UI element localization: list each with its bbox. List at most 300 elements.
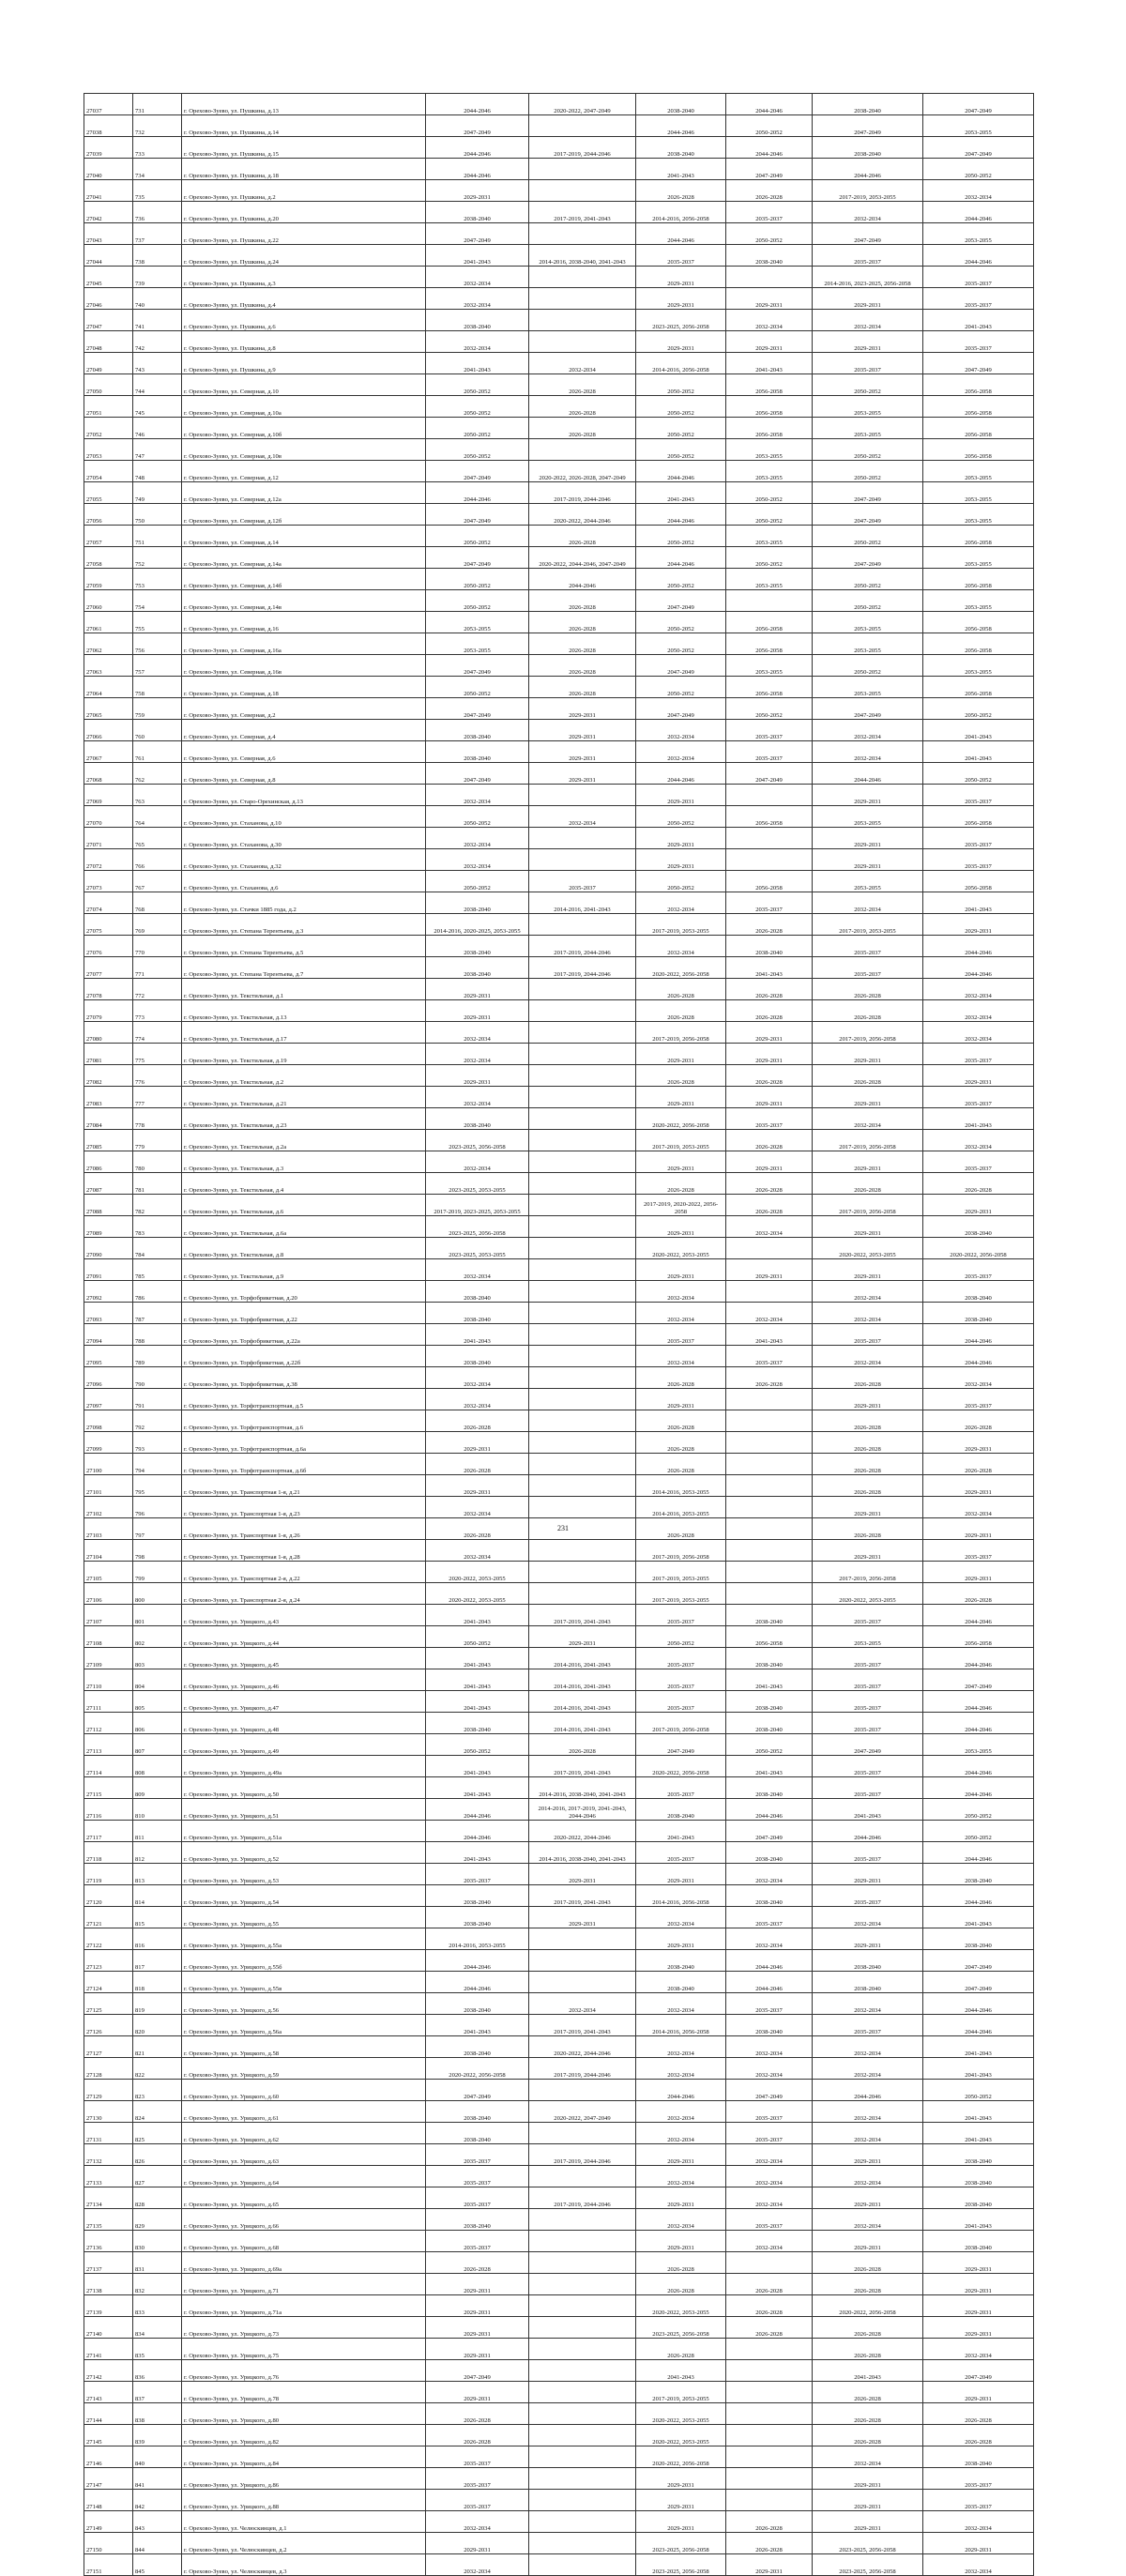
table-row (84, 1475, 1034, 1497)
year-range-cell-6: 2038-2040 (923, 2187, 1034, 2209)
year-range-cell-1: 2035-2037 (426, 2231, 529, 2252)
year-range-cell-5: 2017-2019, 2053-2055 (813, 180, 923, 202)
address-cell: г. Орехово-Зуево, ул. Текстильная, д.2 (182, 1065, 426, 1087)
row-id-cell: 27127 (84, 2036, 133, 2058)
year-range-cell-6: 2053-2055 (923, 655, 1034, 677)
year-range-cell-2: 2035-2037 (529, 871, 636, 892)
address-cell: г. Орехово-Зуево, ул. Пушкина, д.6 (182, 310, 426, 331)
year-range-cell-4: 2026-2028 (726, 2274, 813, 2295)
row-id-cell: 27082 (84, 1065, 133, 1087)
year-range-cell-2 (529, 1087, 636, 1108)
year-range-cell-1: 2050-2052 (426, 871, 529, 892)
table-row (84, 1238, 1034, 1259)
year-range-cell-2: 2026-2028 (529, 612, 636, 633)
year-range-cell-1: 2047-2049 (426, 655, 529, 677)
address-cell: г. Орехово-Зуево, ул. Урицкого, д.46 (182, 1669, 426, 1691)
year-range-cell-1: 2047-2049 (426, 547, 529, 569)
year-range-cell-2 (529, 2339, 636, 2360)
address-cell: г. Орехово-Зуево, ул. Северная, д.12б (182, 504, 426, 526)
year-range-cell-3: 2038-2040 (636, 1799, 726, 1821)
year-range-cell-2 (529, 1259, 636, 1281)
year-range-cell-1: 2020-2022, 2053-2055 (426, 1562, 529, 1583)
table-row (84, 1540, 1034, 1562)
row-id-cell: 27088 (84, 1195, 133, 1216)
year-range-cell-4 (726, 2446, 813, 2468)
year-range-cell-2 (529, 2295, 636, 2317)
row-number-cell: 823 (133, 2080, 182, 2101)
address-cell: г. Орехово-Зуево, ул. Текстильная, д.6 (182, 1195, 426, 1216)
year-range-cell-5: 2044-2046 (813, 1821, 923, 1842)
year-range-cell-3: 2032-2034 (636, 2209, 726, 2231)
table-row (84, 1303, 1034, 1324)
year-range-cell-5: 2014-2016, 2023-2025, 2056-2058 (813, 267, 923, 288)
year-range-cell-5: 2032-2034 (813, 310, 923, 331)
year-range-cell-5: 2023-2025, 2056-2058 (813, 2533, 923, 2554)
year-range-cell-5: 2032-2034 (813, 1108, 923, 1130)
table-row (84, 2533, 1034, 2554)
year-range-cell-4: 2050-2052 (726, 1734, 813, 1756)
year-range-cell-3: 2017-2019, 2053-2055 (636, 914, 726, 936)
year-range-cell-5: 2032-2034 (813, 2123, 923, 2144)
year-range-cell-4: 2035-2037 (726, 2209, 813, 2231)
table-row (84, 1605, 1034, 1626)
year-range-cell-5: 2026-2028 (813, 2317, 923, 2339)
year-range-cell-6: 2026-2028 (923, 1454, 1034, 1475)
year-range-cell-6: 2041-2043 (923, 741, 1034, 763)
year-range-cell-2: 2020-2022, 2044-2046 (529, 504, 636, 526)
year-range-cell-3: 2050-2052 (636, 374, 726, 396)
table-row (84, 698, 1034, 720)
year-range-cell-6: 2044-2046 (923, 1605, 1034, 1626)
table-row (84, 2317, 1034, 2339)
year-range-cell-6: 2038-2040 (923, 1303, 1034, 1324)
row-number-cell: 840 (133, 2446, 182, 2468)
year-range-cell-1: 2032-2034 (426, 331, 529, 353)
year-range-cell-1: 2038-2040 (426, 741, 529, 763)
row-id-cell: 27108 (84, 1626, 133, 1648)
year-range-cell-5: 2041-2043 (813, 2360, 923, 2382)
table-row (84, 914, 1034, 936)
year-range-cell-6: 2035-2037 (923, 2490, 1034, 2511)
address-cell: г. Орехово-Зуево, ул. Пушкина, д.18 (182, 159, 426, 180)
year-range-cell-4: 2041-2043 (726, 353, 813, 374)
year-range-cell-2 (529, 2533, 636, 2554)
year-range-cell-2 (529, 2252, 636, 2274)
address-cell: г. Орехово-Зуево, ул. Текстильная, д.6а (182, 1216, 426, 1238)
row-number-cell: 772 (133, 979, 182, 1000)
year-range-cell-2: 2014-2016, 2017-2019, 2041-2043, 2044-2046 (529, 1799, 636, 1821)
address-cell: г. Орехово-Зуево, ул. Челюскинцев, д.2 (182, 2533, 426, 2554)
row-number-cell: 788 (133, 1324, 182, 1346)
year-range-cell-6: 2026-2028 (923, 2403, 1034, 2425)
year-range-cell-6: 2038-2040 (923, 1928, 1034, 1950)
year-range-cell-4: 2026-2028 (726, 1173, 813, 1195)
year-range-cell-2 (529, 1346, 636, 1367)
year-range-cell-2 (529, 828, 636, 849)
year-range-cell-2: 2014-2016, 2041-2043 (529, 1669, 636, 1691)
year-range-cell-1: 2044-2046 (426, 137, 529, 159)
table-row (84, 2360, 1034, 2382)
row-number-cell: 794 (133, 1454, 182, 1475)
address-cell: г. Орехово-Зуево, ул. Урицкого, д.55в (182, 1972, 426, 1993)
row-id-cell: 27089 (84, 1216, 133, 1238)
year-range-cell-2: 2014-2016, 2041-2043 (529, 1691, 636, 1713)
year-range-cell-5: 2017-2019, 2056-2058 (813, 1130, 923, 1151)
year-range-cell-3: 2026-2028 (636, 180, 726, 202)
year-range-cell-3: 2041-2043 (636, 1821, 726, 1842)
table-row (84, 439, 1034, 461)
year-range-cell-3: 2026-2028 (636, 1454, 726, 1475)
year-range-cell-6: 2041-2043 (923, 892, 1034, 914)
year-range-cell-6: 2032-2034 (923, 1367, 1034, 1389)
year-range-cell-6: 2032-2034 (923, 1000, 1034, 1022)
year-range-cell-2: 2017-2019, 2044-2046 (529, 957, 636, 979)
year-range-cell-6: 2044-2046 (923, 2015, 1034, 2036)
row-number-cell: 783 (133, 1216, 182, 1238)
year-range-cell-6: 2032-2034 (923, 1022, 1034, 1044)
address-cell: г. Орехово-Зуево, ул. Северная, д.14б (182, 569, 426, 590)
year-range-cell-1: 2050-2052 (426, 806, 529, 828)
year-range-cell-1: 2029-2031 (426, 2382, 529, 2403)
table-row (84, 1173, 1034, 1195)
row-id-cell: 27113 (84, 1734, 133, 1756)
address-cell: г. Орехово-Зуево, ул. Торфобрикетная, д.22а (182, 1324, 426, 1346)
address-cell: г. Орехово-Зуево, ул. Текстильная, д.23 (182, 1108, 426, 1130)
year-range-cell-3: 2020-2022, 2056-2058 (636, 2446, 726, 2468)
year-range-cell-3: 2050-2052 (636, 612, 726, 633)
year-range-cell-2 (529, 1583, 636, 1605)
year-range-cell-5: 2017-2019, 2056-2058 (813, 1195, 923, 1216)
row-number-cell: 800 (133, 1583, 182, 1605)
year-range-cell-1: 2035-2037 (426, 2446, 529, 2468)
table-row (84, 1713, 1034, 1734)
table-row (84, 2382, 1034, 2403)
table-row (84, 2554, 1034, 2576)
year-range-cell-3: 2050-2052 (636, 396, 726, 418)
year-range-cell-1: 2029-2031 (426, 1065, 529, 1087)
row-number-cell: 743 (133, 353, 182, 374)
year-range-cell-6: 2044-2046 (923, 1713, 1034, 1734)
address-cell: г. Орехово-Зуево, ул. Урицкого, д.45 (182, 1648, 426, 1669)
year-range-cell-4 (726, 2360, 813, 2382)
year-range-cell-4: 2029-2031 (726, 1087, 813, 1108)
year-range-cell-2 (529, 1216, 636, 1238)
year-range-cell-5: 2053-2055 (813, 633, 923, 655)
year-range-cell-5: 2029-2031 (813, 1087, 923, 1108)
row-id-cell: 27079 (84, 1000, 133, 1022)
year-range-cell-5: 2035-2037 (813, 1756, 923, 1777)
address-cell: г. Орехово-Зуево, ул. Урицкого, д.78 (182, 2382, 426, 2403)
year-range-cell-3: 2035-2037 (636, 1842, 726, 1864)
year-range-cell-4: 2038-2040 (726, 1777, 813, 1799)
year-range-cell-5: 2026-2028 (813, 979, 923, 1000)
year-range-cell-2 (529, 2554, 636, 2576)
year-range-cell-1: 2047-2049 (426, 115, 529, 137)
year-range-cell-5: 2029-2031 (813, 2187, 923, 2209)
row-number-cell: 825 (133, 2123, 182, 2144)
year-range-cell-1: 2038-2040 (426, 1346, 529, 1367)
year-range-cell-3: 2029-2031 (636, 1151, 726, 1173)
address-cell: г. Орехово-Зуево, ул. Стаханова, д.6 (182, 871, 426, 892)
year-range-cell-1: 2050-2052 (426, 1626, 529, 1648)
year-range-cell-2 (529, 2511, 636, 2533)
row-id-cell: 27132 (84, 2144, 133, 2166)
row-id-cell: 27124 (84, 1972, 133, 1993)
year-range-cell-2: 2017-2019, 2044-2046 (529, 482, 636, 504)
year-range-cell-6: 2029-2031 (923, 2382, 1034, 2403)
year-range-cell-5: 2026-2028 (813, 1475, 923, 1497)
table-row (84, 418, 1034, 439)
address-cell: г. Орехово-Зуево, ул. Урицкого, д.62 (182, 2123, 426, 2144)
row-number-cell: 739 (133, 267, 182, 288)
year-range-cell-2 (529, 1044, 636, 1065)
row-number-cell: 779 (133, 1130, 182, 1151)
row-id-cell: 27078 (84, 979, 133, 1000)
row-id-cell: 27068 (84, 763, 133, 785)
address-cell: г. Орехово-Зуево, ул. Северная, д.2 (182, 698, 426, 720)
year-range-cell-3: 2014-2016, 2056-2058 (636, 202, 726, 223)
year-range-cell-2 (529, 2468, 636, 2490)
year-range-cell-3: 2023-2025, 2056-2058 (636, 310, 726, 331)
year-range-cell-3: 2047-2049 (636, 1734, 726, 1756)
address-cell: г. Орехово-Зуево, ул. Пушкина, д.22 (182, 223, 426, 245)
year-range-cell-5: 2050-2052 (813, 439, 923, 461)
year-range-cell-5: 2053-2055 (813, 677, 923, 698)
table-row (84, 569, 1034, 590)
row-id-cell: 27069 (84, 785, 133, 806)
year-range-cell-1: 2035-2037 (426, 2468, 529, 2490)
year-range-cell-5: 2026-2028 (813, 2339, 923, 2360)
year-range-cell-2: 2029-2031 (529, 1864, 636, 1885)
year-range-cell-6: 2032-2034 (923, 2511, 1034, 2533)
year-range-cell-2 (529, 1367, 636, 1389)
address-cell: г. Орехово-Зуево, ул. Торфотранспортная, д.6 (182, 1410, 426, 1432)
year-range-cell-1: 2035-2037 (426, 2144, 529, 2166)
year-range-cell-5: 2035-2037 (813, 353, 923, 374)
year-range-cell-5: 2050-2052 (813, 461, 923, 482)
year-range-cell-2 (529, 1540, 636, 1562)
year-range-cell-2 (529, 1562, 636, 1583)
row-id-cell: 27038 (84, 115, 133, 137)
year-range-cell-3: 2026-2028 (636, 1000, 726, 1022)
table-row (84, 1928, 1034, 1950)
row-id-cell: 27056 (84, 504, 133, 526)
year-range-cell-1: 2041-2043 (426, 1777, 529, 1799)
year-range-cell-5: 2026-2028 (813, 2425, 923, 2446)
year-range-cell-2 (529, 2209, 636, 2231)
address-cell: г. Орехово-Зуево, ул. Урицкого, д.47 (182, 1691, 426, 1713)
year-range-cell-2: 2020-2022, 2044-2046 (529, 2036, 636, 2058)
address-cell: г. Орехово-Зуево, ул. Северная, д.16а (182, 633, 426, 655)
year-range-cell-6: 2035-2037 (923, 828, 1034, 849)
address-cell: г. Орехово-Зуево, ул. Пушкина, д.9 (182, 353, 426, 374)
year-range-cell-1: 2020-2022, 2053-2055 (426, 1583, 529, 1605)
year-range-cell-4 (726, 1497, 813, 1518)
year-range-cell-3: 2032-2034 (636, 2123, 726, 2144)
row-number-cell: 744 (133, 374, 182, 396)
year-range-cell-1: 2038-2040 (426, 1713, 529, 1734)
year-range-cell-6: 2038-2040 (923, 2166, 1034, 2187)
row-number-cell: 786 (133, 1281, 182, 1303)
row-id-cell: 27071 (84, 828, 133, 849)
year-range-cell-6: 2056-2058 (923, 871, 1034, 892)
year-range-cell-4: 2050-2052 (726, 223, 813, 245)
year-range-cell-5: 2032-2034 (813, 2166, 923, 2187)
address-cell: г. Орехово-Зуево, ул. Урицкого, д.49а (182, 1756, 426, 1777)
table-row (84, 2403, 1034, 2425)
year-range-cell-3: 2020-2022, 2056-2058 (636, 957, 726, 979)
row-id-cell: 27140 (84, 2317, 133, 2339)
year-range-cell-6: 2029-2031 (923, 2317, 1034, 2339)
address-cell: г. Орехово-Зуево, ул. Урицкого, д.50 (182, 1777, 426, 1799)
row-id-cell: 27143 (84, 2382, 133, 2403)
address-cell: г. Орехово-Зуево, ул. Северная, д.18 (182, 677, 426, 698)
row-id-cell: 27150 (84, 2533, 133, 2554)
row-id-cell: 27046 (84, 288, 133, 310)
year-range-cell-4: 2026-2028 (726, 2317, 813, 2339)
year-range-cell-6: 2050-2052 (923, 1821, 1034, 1842)
row-number-cell: 761 (133, 741, 182, 763)
year-range-cell-3: 2029-2031 (636, 1216, 726, 1238)
year-range-cell-6: 2029-2031 (923, 2295, 1034, 2317)
address-cell: г. Орехово-Зуево, ул. Текстильная, д.3 (182, 1151, 426, 1173)
year-range-cell-5: 2029-2031 (813, 1216, 923, 1238)
year-range-cell-5: 2032-2034 (813, 2101, 923, 2123)
address-cell: г. Орехово-Зуево, ул. Северная, д.10в (182, 439, 426, 461)
year-range-cell-5: 2026-2028 (813, 2252, 923, 2274)
year-range-cell-2 (529, 1454, 636, 1475)
row-number-cell: 768 (133, 892, 182, 914)
year-range-cell-1: 2050-2052 (426, 418, 529, 439)
year-range-cell-5: 2032-2034 (813, 2036, 923, 2058)
year-range-cell-1: 2041-2043 (426, 2015, 529, 2036)
year-range-cell-2 (529, 2382, 636, 2403)
year-range-cell-6: 2053-2055 (923, 590, 1034, 612)
row-number-cell: 804 (133, 1669, 182, 1691)
year-range-cell-6: 2050-2052 (923, 1799, 1034, 1821)
row-number-cell: 806 (133, 1713, 182, 1734)
year-range-cell-4: 2038-2040 (726, 1605, 813, 1626)
row-number-cell: 793 (133, 1432, 182, 1454)
table-row (84, 2231, 1034, 2252)
row-id-cell: 27121 (84, 1907, 133, 1928)
row-number-cell: 845 (133, 2554, 182, 2576)
year-range-cell-1: 2041-2043 (426, 245, 529, 267)
table-row (84, 871, 1034, 892)
address-cell: г. Орехово-Зуево, ул. Северная, д.16 (182, 612, 426, 633)
year-range-cell-1: 2026-2028 (426, 2252, 529, 2274)
year-range-cell-4: 2032-2034 (726, 2166, 813, 2187)
year-range-cell-3: 2044-2046 (636, 763, 726, 785)
table-row (84, 1993, 1034, 2015)
address-cell: г. Орехово-Зуево, ул. Торфотранспортная, д.5 (182, 1389, 426, 1410)
row-id-cell: 27123 (84, 1950, 133, 1972)
year-range-cell-4 (726, 1389, 813, 1410)
year-range-cell-5: 2038-2040 (813, 1972, 923, 1993)
row-number-cell: 755 (133, 612, 182, 633)
year-range-cell-3: 2035-2037 (636, 1669, 726, 1691)
year-range-cell-3: 2032-2034 (636, 1303, 726, 1324)
table-row (84, 115, 1034, 137)
year-range-cell-3: 2014-2016, 2056-2058 (636, 353, 726, 374)
year-range-cell-1: 2050-2052 (426, 396, 529, 418)
year-range-cell-6: 2035-2037 (923, 785, 1034, 806)
address-cell: г. Орехово-Зуево, ул. Пушкина, д.13 (182, 94, 426, 115)
address-cell: г. Орехово-Зуево, ул. Пушкина, д.8 (182, 331, 426, 353)
table-row (84, 2446, 1034, 2468)
year-range-cell-2 (529, 1108, 636, 1130)
year-range-cell-6: 2026-2028 (923, 2425, 1034, 2446)
table-row (84, 2209, 1034, 2231)
year-range-cell-1: 2038-2040 (426, 720, 529, 741)
year-range-cell-6: 2053-2055 (923, 504, 1034, 526)
row-id-cell: 27072 (84, 849, 133, 871)
table-row (84, 1691, 1034, 1713)
year-range-cell-6: 2053-2055 (923, 461, 1034, 482)
row-number-cell: 816 (133, 1928, 182, 1950)
address-cell: г. Орехово-Зуево, ул. Стаханова, д.30 (182, 828, 426, 849)
table-row (84, 1022, 1034, 1044)
row-number-cell: 830 (133, 2231, 182, 2252)
year-range-cell-6: 2056-2058 (923, 612, 1034, 633)
year-range-cell-3: 2044-2046 (636, 547, 726, 569)
table-row (84, 1972, 1034, 1993)
address-cell: г. Орехово-Зуево, ул. Урицкого, д.71а (182, 2295, 426, 2317)
year-range-cell-3: 2050-2052 (636, 633, 726, 655)
year-range-cell-5: 2029-2031 (813, 331, 923, 353)
year-range-cell-3: 2041-2043 (636, 482, 726, 504)
table-row (84, 2468, 1034, 2490)
row-number-cell: 818 (133, 1972, 182, 1993)
year-range-cell-5: 2032-2034 (813, 892, 923, 914)
year-range-cell-2: 2017-2019, 2041-2043 (529, 202, 636, 223)
row-number-cell: 771 (133, 957, 182, 979)
repair-schedule-table (84, 93, 1034, 2576)
year-range-cell-5: 2029-2031 (813, 2144, 923, 2166)
year-range-cell-1: 2032-2034 (426, 2511, 529, 2533)
row-number-cell: 809 (133, 1777, 182, 1799)
year-range-cell-6: 2056-2058 (923, 1626, 1034, 1648)
year-range-cell-3: 2023-2025, 2056-2058 (636, 2533, 726, 2554)
year-range-cell-6: 2056-2058 (923, 677, 1034, 698)
row-number-cell: 733 (133, 137, 182, 159)
year-range-cell-6: 2044-2046 (923, 1691, 1034, 1713)
year-range-cell-5: 2029-2031 (813, 2511, 923, 2533)
year-range-cell-5: 2050-2052 (813, 526, 923, 547)
table-row (84, 180, 1034, 202)
table-row (84, 526, 1034, 547)
year-range-cell-6: 2050-2052 (923, 159, 1034, 180)
year-range-cell-5: 2029-2031 (813, 1864, 923, 1885)
year-range-cell-5: 2029-2031 (813, 2231, 923, 2252)
row-number-cell: 749 (133, 482, 182, 504)
year-range-cell-1: 2038-2040 (426, 936, 529, 957)
table-row (84, 2144, 1034, 2166)
year-range-cell-4: 2053-2055 (726, 526, 813, 547)
table-row (84, 1626, 1034, 1648)
year-range-cell-5: 2047-2049 (813, 504, 923, 526)
address-cell: г. Орехово-Зуево, ул. Транспортная 1-я, д.23 (182, 1497, 426, 1518)
year-range-cell-2: 2044-2046 (529, 569, 636, 590)
table-row (84, 2015, 1034, 2036)
year-range-cell-1: 2035-2037 (426, 2166, 529, 2187)
year-range-cell-5: 2017-2019, 2053-2055 (813, 914, 923, 936)
table-row (84, 1454, 1034, 1475)
year-range-cell-1: 2038-2040 (426, 1885, 529, 1907)
year-range-cell-4: 2047-2049 (726, 159, 813, 180)
year-range-cell-2 (529, 1281, 636, 1303)
year-range-cell-2: 2017-2019, 2041-2043 (529, 1885, 636, 1907)
